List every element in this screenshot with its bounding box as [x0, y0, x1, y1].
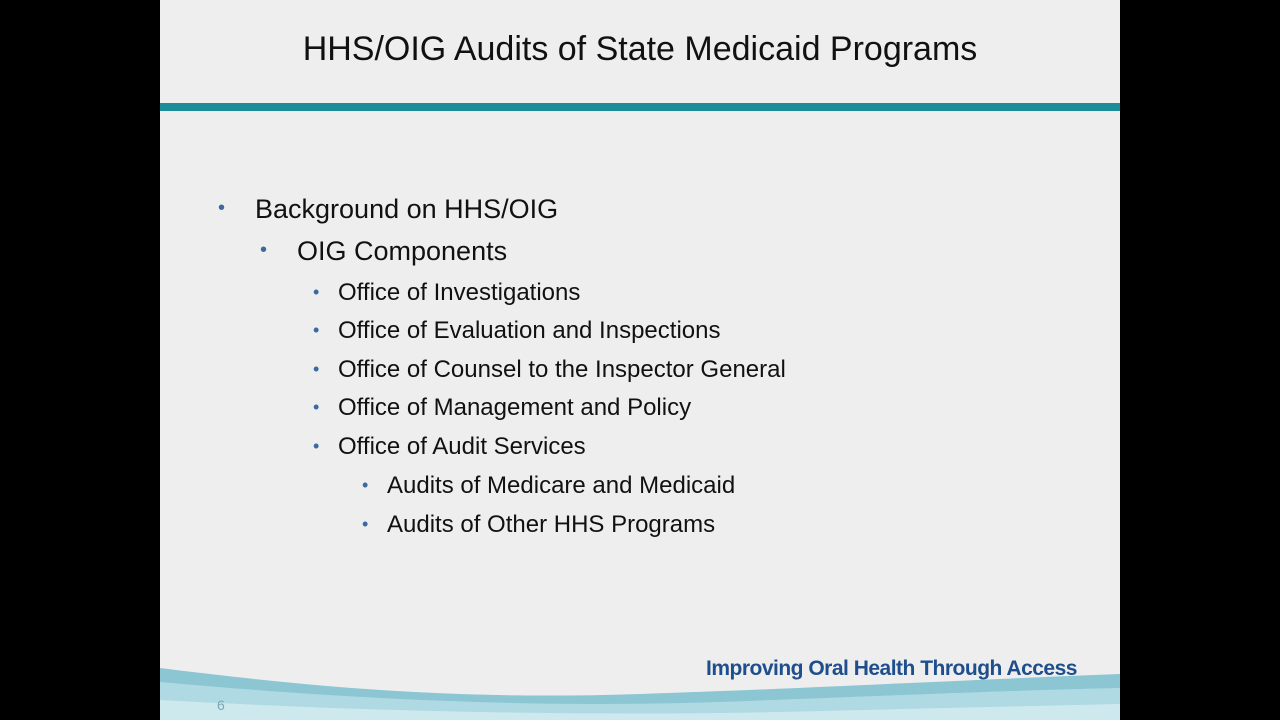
presentation-slide	[160, 0, 1120, 720]
bullet-text: Office of Management and Policy	[338, 394, 692, 421]
bullet-item-oig-components	[260, 236, 508, 267]
bullet-item-management	[313, 394, 692, 422]
bullet-text: Background on HHS/OIG	[255, 194, 559, 224]
bullet-icon: •	[313, 359, 320, 379]
bullet-item-background	[218, 194, 559, 225]
bullet-text: Audits of Other HHS Programs	[387, 511, 716, 538]
bullet-icon: •	[362, 514, 369, 534]
bullet-icon: •	[313, 320, 320, 340]
bullet-icon: •	[362, 475, 369, 495]
bullet-icon: •	[313, 397, 320, 417]
bullet-icon: •	[313, 282, 320, 302]
bullet-icon: •	[218, 197, 226, 219]
bullet-item-investigations	[313, 279, 581, 307]
bullet-item-audit-services	[313, 433, 586, 461]
bullet-icon: •	[313, 436, 320, 456]
bullet-icon: •	[260, 239, 268, 261]
bullet-list	[160, 0, 1120, 720]
bullet-text: Office of Investigations	[338, 279, 581, 306]
bullet-text: Office of Counsel to the Inspector General	[338, 356, 786, 383]
bullet-item-other-hhs	[362, 511, 716, 539]
bullet-item-counsel	[313, 356, 786, 384]
bullet-text: OIG Components	[297, 236, 508, 266]
slide-page-number: 6	[217, 697, 225, 713]
footer-tagline: Improving Oral Health Through Access	[706, 657, 1077, 680]
bullet-text: Audits of Medicare and Medicaid	[387, 472, 736, 499]
bullet-item-evaluation	[313, 317, 721, 345]
bullet-item-medicare-medicaid	[362, 472, 736, 500]
bullet-text: Office of Audit Services	[338, 433, 586, 460]
slide-title: HHS/OIG Audits of State Medicaid Programs	[302, 30, 978, 68]
bullet-text: Office of Evaluation and Inspections	[338, 317, 721, 344]
